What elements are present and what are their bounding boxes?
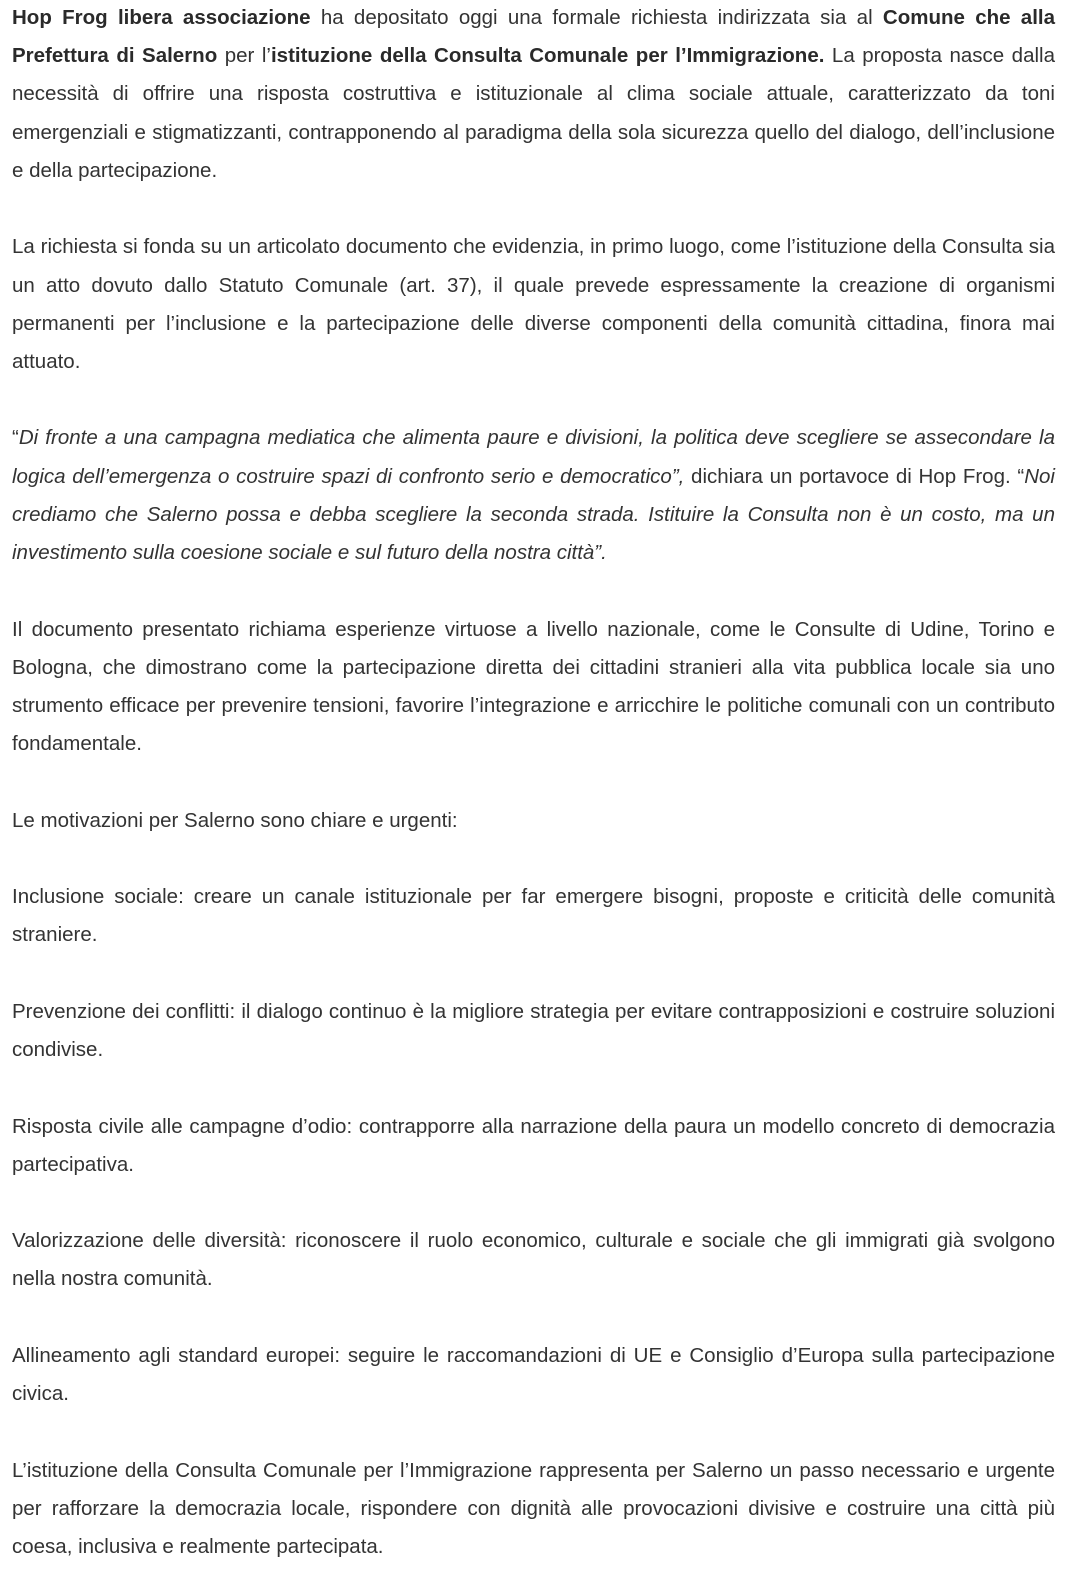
motivation-item: Risposta civile alle campagne d’odio: contrapporre alla narrazione della paura un modello concreto di democrazia partecipativa. <box>12 1114 1055 1176</box>
intro-text-3: La proposta nasce dalla necessità di offrire una risposta costruttiva e istituzionale al clima sociale attuale, caratterizzato da toni emergenziali e stigmatizzanti, contrapponendo al paradigma della sola sicurezza quello del dialogo, dell’inclusione e della partecipazione. <box>12 44 1055 182</box>
quote-paragraph <box>12 419 1055 572</box>
organization-name: Hop Frog libera associazione <box>12 6 311 29</box>
motivation-item: Allineamento agli standard europei: seguire le raccomandazioni di UE e Consiglio d’Europa sulla partecipazione civica. <box>12 1343 1055 1406</box>
conclusion-paragraph: L’istituzione della Consulta Comunale per l’Immigrazione rappresenta per Salerno un passo necessario e urgente per rafforzare la democrazia locale, rispondere con dignità alle provocazioni divisive e costruire una città più coesa, inclusiva e realmente partecipata. <box>12 1458 1055 1559</box>
request-subject: istituzione della Consulta Comunale per l’Immigrazione. <box>270 44 825 68</box>
intro-text-2: per l’ <box>217 44 271 68</box>
quote-open-mark: “ <box>12 426 19 450</box>
motivations-intro: Le motivazioni per Salerno sono chiare e urgenti: <box>12 808 458 832</box>
intro-text-1: ha depositato oggi una formale richiesta indirizzata sia al <box>310 6 883 29</box>
statute-paragraph: La richiesta si fonda su un articolato documento che evidenzia, in primo luogo, come l’istituzione della Consulta sia un atto dovuto dallo Statuto Comunale (art. 37), il quale prevede espressamente la creazione di organismi permanenti per l’inclusione e la partecipazione delle diverse componenti della comunità cittadina, finora mai attuato. <box>12 235 1055 373</box>
recipients: Comune che alla Prefettura di Salerno <box>12 6 1055 68</box>
quote-part-1: Di fronte a una campagna mediatica che alimenta paure e divisioni, la politica deve scegliere se assecondare la logica dell’emergenza o costruire spazi di confronto serio e democratico”, <box>12 426 1055 488</box>
quote-attribution: dichiara un portavoce di Hop Frog. “ <box>684 464 1025 488</box>
quote-part-2: Noi crediamo che Salerno possa e debba scegliere la seconda strada. Istituire la Consulta non è un costo, ma un investimento sulla coesione sociale e sul futuro della nostra città”. <box>12 464 1055 565</box>
motivation-item: Valorizzazione delle diversità: riconoscere il ruolo economico, culturale e sociale che gli immigrati già svolgono nella nostra comunità. <box>12 1229 1055 1291</box>
motivation-item: Prevenzione dei conflitti: il dialogo continuo è la migliore strategia per evitare contrapposizioni e costruire soluzioni condivise. <box>12 999 1055 1062</box>
intro-paragraph <box>12 0 1055 190</box>
examples-paragraph: Il documento presentato richiama esperienze virtuose a livello nazionale, come le Consulte di Udine, Torino e Bologna, che dimostrano come la partecipazione diretta dei cittadini stranieri alla vita pubblica locale sia uno strumento efficace per prevenire tensioni, favorire l’integrazione e arricchire le politiche comunali con un contributo fondamentale. <box>12 617 1055 756</box>
motivation-item: Inclusione sociale: creare un canale istituzionale per far emergere bisogni, proposte e criticità delle comunità straniere. <box>12 885 1055 947</box>
